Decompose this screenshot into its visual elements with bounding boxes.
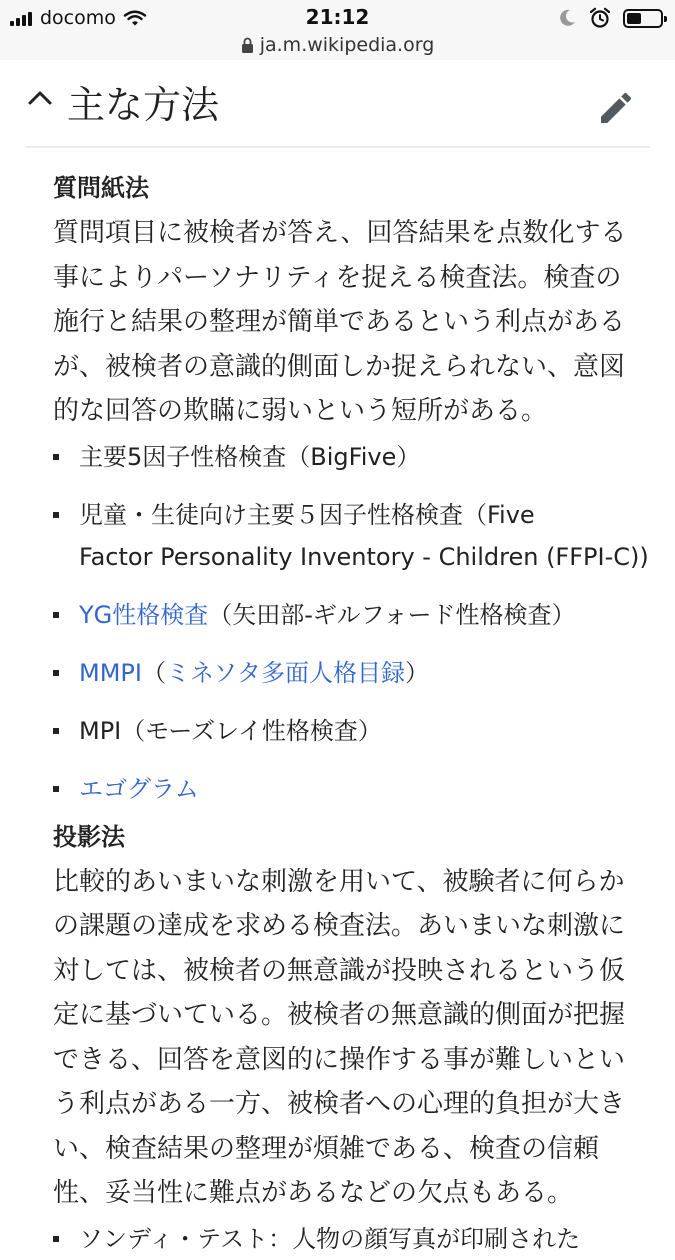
- description-line: う利点がある一方、被検者への心理的負担が大き: [53, 1089, 626, 1119]
- list-item-yg: [79, 594, 645, 636]
- url-text: ja.m.wikipedia.org: [259, 34, 435, 56]
- description-line: 質問項目に被検者が答え、回答結果を点数化する: [53, 218, 627, 248]
- list-item-szondi: [79, 1218, 645, 1260]
- alarm-clock-icon: [589, 7, 611, 29]
- description-line: 定に基づいている。被検者の無意識的側面が把握: [53, 1000, 626, 1030]
- item-text: 主要5因子性格検査（BigFive）: [79, 442, 421, 471]
- section-title: 主な方法: [67, 83, 220, 127]
- bullet: [53, 728, 59, 734]
- status-right: [557, 6, 663, 30]
- description-line: できる、回答を意図的に操作する事が難しいとい: [53, 1044, 626, 1075]
- chevron-up-icon[interactable]: [27, 88, 53, 108]
- projective-description: [53, 860, 645, 1216]
- list-item-ffpi-c: [79, 494, 649, 578]
- list-item-mmpi: [79, 652, 645, 694]
- description-line: い、検査結果の整理が煩雑である、検査の信頼: [53, 1133, 600, 1164]
- egogram-link[interactable]: エゴグラム: [79, 774, 199, 803]
- item-text: Factor Personality Inventory - Children (FFPI-C)): [79, 542, 649, 571]
- bullet: [53, 512, 59, 518]
- projective-heading: 投影法: [53, 822, 125, 851]
- battery-icon: [623, 9, 663, 28]
- edit-pencil-icon[interactable]: [596, 88, 636, 128]
- lock-icon: [241, 37, 254, 54]
- description-line: 比較的あいまいな刺激を用いて、被験者に何らか: [53, 866, 625, 897]
- item-text: MPI（モーズレイ性格検査）: [79, 716, 382, 745]
- description-line: が、被検者の意識的側面しか捉えられない、意図: [53, 351, 626, 382]
- item-text: ソンディ・テスト：人物の顔写真が印刷された: [79, 1224, 581, 1253]
- battery-level: [627, 13, 641, 24]
- questionnaire-description: [53, 211, 645, 434]
- bullet: [53, 1236, 59, 1242]
- description-line: の課題の達成を求める検査法。あいまいな刺激に: [53, 911, 626, 941]
- projective-list: [79, 1218, 645, 1260]
- item-text: （: [141, 658, 166, 687]
- description-line: 対しては、被検者の無意識が投映されるという仮: [53, 955, 626, 986]
- description-line: 性、妥当性に難点があるなどの欠点もある。: [53, 1178, 574, 1208]
- section-header[interactable]: [25, 62, 650, 148]
- bullet: [53, 786, 59, 792]
- description-line: 事によりパーソナリティを捉える検査法。検査の: [53, 262, 622, 293]
- carrier-name: docomo: [40, 7, 116, 29]
- item-text: 児童・生徒向け主要５因子性格検査（Five: [79, 500, 535, 529]
- description-line: 的な回答の欺瞞に弱いという短所がある。: [53, 396, 548, 426]
- status-bar: [0, 0, 675, 60]
- list-item-egogram: [79, 768, 645, 810]
- moon-icon: [557, 8, 577, 28]
- bullet: [53, 612, 59, 618]
- clock: 21:12: [305, 5, 370, 29]
- bullet: [53, 454, 59, 460]
- address-bar[interactable]: [0, 33, 675, 57]
- questionnaire-list: [79, 436, 649, 810]
- minnesota-inventory-link[interactable]: ミネソタ多面人格目録: [165, 658, 406, 687]
- list-item-bigfive: [79, 436, 645, 478]
- yg-test-link[interactable]: YG性格検査: [79, 600, 209, 629]
- list-item-mpi: [79, 710, 645, 752]
- bullet: [53, 670, 59, 676]
- questionnaire-heading: 質問紙法: [53, 174, 149, 202]
- mmpi-link[interactable]: MMPI: [79, 658, 142, 687]
- item-text: （矢田部-ギルフォード性格検査）: [208, 600, 576, 629]
- article-content: [53, 165, 649, 1260]
- item-text: ）: [405, 658, 430, 687]
- description-line: 施行と結果の整理が簡単であるという利点がある: [53, 307, 626, 337]
